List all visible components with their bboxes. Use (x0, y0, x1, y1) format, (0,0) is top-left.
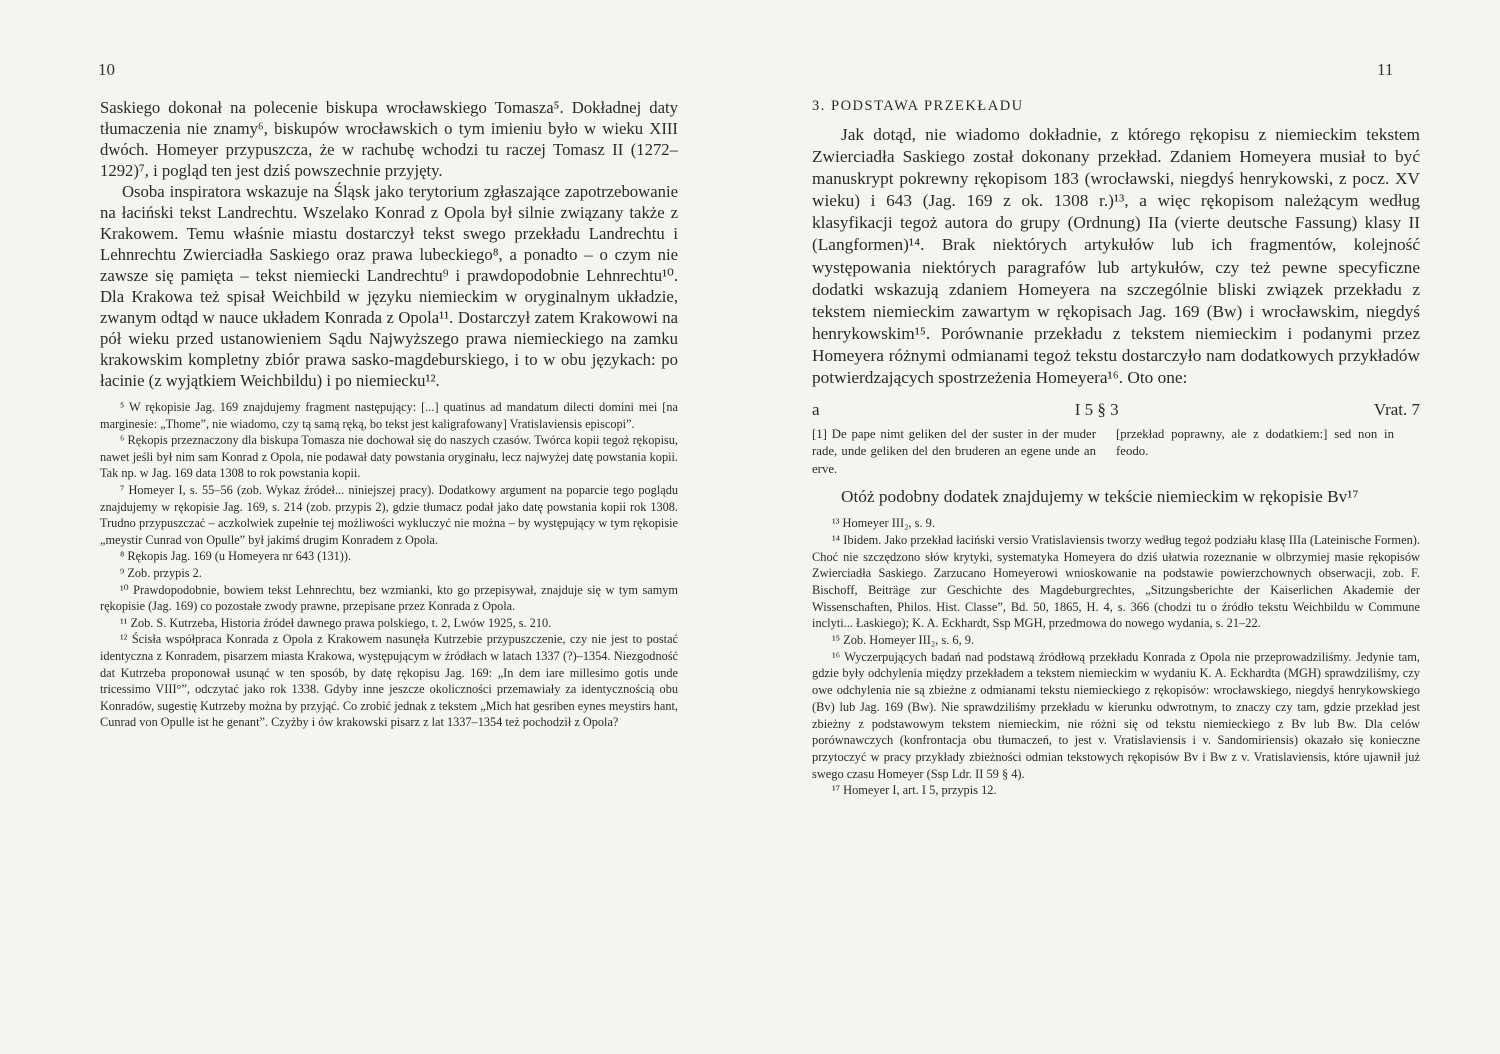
german-text: [1] De pape nimt geliken del der suster in der muder rade, unde geliken del den bruderen an egene unde an erve. (812, 427, 1096, 476)
footnote: ¹⁵ Zob. Homeyer III₂, s. 6, 9. (832, 633, 975, 648)
page-number: 11 (1377, 60, 1394, 79)
footnote: ⁹ Zob. przypis 2. (120, 565, 202, 580)
left-column (100, 97, 678, 731)
page-number: 10 (98, 60, 115, 79)
comparison-source: Vrat. 7 (1373, 400, 1420, 420)
right-page (750, 0, 1500, 1054)
comparison-header (812, 399, 1420, 421)
footnote: ¹³ Homeyer III₂, s. 9. (832, 516, 935, 531)
footnote: ⁶ Rękopis przeznaczony dla biskupa Tomasza nie dochował się do naszych czasów. Twórca kopii tegoż rękopisu, nawet jeśli był nim sam Konrad z Opola, nie podawał daty powstania oryginału, lecz najwyżej datę powstania kopii. Tak np. w Jag. 169 data 1308 to rok powstania kopii. (100, 433, 678, 481)
comparison-text (812, 426, 1420, 478)
paragraph: Osoba inspiratora wskazuje na Śląsk jako terytorium zgłaszające zapotrzebowanie na łaciński tekst Landrechtu. Wszelako Konrad z Opola był silnie związany także z Krakowem. Temu właśnie miastu dostarczył tekst swego przekładu Landrechtu i Lehnrechtu Zwierciadła Saskiego oraz prawa lubeckiego⁸, a ponadto – o czym nie zawsze się pamięta – tekst niemiecki Landrechtu⁹ i prawdopodobnie Lehnrechtu¹⁰. Dla Krakowa też spisał Weichbild w języku niemieckim w oryginalnym układzie, zwanym odtąd w nauce układem Konrada z Opola¹¹. Dostarczył zatem Krakowowi na pół wieku przed ustanowieniem Sądu Najwyższego prawa niemieckiego na zamku krakowskim kompletny zbiór prawa sasko-magdeburskiego, i to w obu językach: po łacinie (z wyjątkiem Weichbildu) i po niemiecku¹². (100, 182, 678, 390)
footnote: ¹⁴ Ibidem. Jako przekład łaciński versio Vratislaviensis tworzy według tegoż podziału klasę IIIa (Lateinische Formen). Choć nie szczędzono słów krytyki, systematyka Homeyera do dziś ułatwia rozeznanie w olbrzymiej masie rękopisów Zwierciadła Saskiego. Zarzucano Homeyerowi wnioskowanie na podstawie powierzchownych obserwacji, zob. F. Bischoff, Beiträge zur Geschichte des Magdeburgrechtes, „Sitzungsberichte der Kaiserlichen Akademie der Wissenschaften, Philos. Hist. Classe”, Bd. 50, 1865, H. 4, s. 366 (chodzi tu o źródło tekstu Weichbildu w Commune inclyti... Łaskiego); K. A. Eckhardt, Ssp MGH, przedmowa do nowego wydania, s. 21–22. (812, 532, 1420, 631)
footnote: ⁵ W rękopisie Jag. 169 znajdujemy fragment następujący: [...] quatinus ad mandatum dilecti domini mei [na marginesie: „Thome”, nie wiadomo, czy tą samą ręką, bo tekst jest kaligrafowany] Vratislaviensis episcopi”. (100, 400, 678, 431)
body-text (812, 124, 1420, 389)
paragraph: Otóż podobny dodatek znajdujemy w tekście niemieckim w rękopisie Bv¹⁷ (841, 487, 1359, 507)
latin-note: [przekład poprawny, ale z dodatkiem:] sed non in feodo. (1116, 427, 1394, 459)
section-heading: 3. PODSTAWA PRZEKŁADU (812, 98, 1024, 114)
footnote: ¹¹ Zob. S. Kutrzeba, Historia źródeł dawnego prawa polskiego, t. 2, Lwów 1925, s. 210. (120, 615, 552, 630)
paragraph: Saskiego dokonał na polecenie biskupa wrocławskiego Tomasza⁵. Dokładnej daty tłumaczenia nie znamy⁶, biskupów wrocławskich o tym imieniu było w wieku XIII dwóch. Homeyer przypuszcza, że w rachubę wchodzi tu raczej Tomasz II (1272–1292)⁷, i pogląd ten jest dziś powszechnie przyjęty. (100, 98, 678, 180)
footnote: ¹⁷ Homeyer I, art. I 5, przypis 12. (832, 783, 997, 798)
footnote: ¹⁰ Prawdopodobnie, bowiem tekst Lehnrechtu, bez wzmianki, kto go przepisywał, znajduje się w tym samym rękopisie (Jag. 169) co pozostałe zwody prawne, przepisane przez Konrada z Opola. (100, 582, 678, 614)
footnote: ⁸ Rękopis Jag. 169 (u Homeyera nr 643 (131)). (120, 549, 352, 564)
footnotes (100, 399, 678, 731)
body-text (100, 97, 678, 391)
comparison-label: a (812, 400, 820, 420)
footnote: ¹² Ścisła współpraca Konrada z Opola z Krakowem nasunęła Kutrzebie przypuszczenie, czy nie jest to postać identyczna z Konradem, pisarzem miasta Krakowa, występującym w źródłach w latach 1337 (?)–1354. Niezgodność dat Kutrzeba proponował usunąć w ten sposób, by datę rękopisu Jag. 169: „In dem iare millesimo gotis unde tricessimo VIII°”, odczytać jako rok 1338. Gdyby inne jeszcze okoliczności przemawiały za identycznością obu Konradów, sugestię Kutrzeby można by przyjąć. Co zrobić jednak z tekstem „Mich hat gesriben eynes meystirs hant, Cunrad von Opulle ist he genant”. Czyżby i ów krakowski pisarz z lat 1337–1354 też pochodził z Opola? (100, 632, 678, 730)
paragraph: Jak dotąd, nie wiadomo dokładnie, z którego rękopisu z niemieckim tekstem Zwierciadła Saskiego został dokonany przekład. Zdaniem Homeyera musiał to być manuskrypt pokrewny rękopisom 183 (wrocławski, niegdyś henrykowski, z pocz. XV wieku) i 643 (Jag. 169 z ok. 1308 r.)¹³, a więc rękopisom należącym według klasyfikacji tegoż autora do grupy (Ordnung) IIa (vierte deutsche Fassung) klasy II (Langformen)¹⁴. Brak niektórych artykułów lub ich fragmentów, kolejność występowania niektórych paragrafów lub artykułów, czy też pewne specyficzne dodatki wskazują zdaniem Homeyera na szczególnie bliski związek przekładu z tekstem niemieckim zawartym w rękopisach Jag. 169 (Bw) i wrocławskim, niegdyś henrykowskim¹⁵. Porównanie przekładu z tekstem niemieckim i podanymi przez Homeyera różnymi odmianami tegoż tekstu dostarczyło nam dodatkowych przykładów potwierdzających spostrzeżenia Homeyera¹⁶. Oto one: (812, 125, 1420, 388)
comparison-article: I 5 § 3 (1074, 400, 1119, 420)
right-column (812, 98, 1420, 799)
footnotes (812, 515, 1420, 799)
footnote: ⁷ Homeyer I, s. 55–56 (zob. Wykaz źródeł... niniejszej pracy). Dodatkowy argument na poparcie tego poglądu znajdujemy w rękopisie Jag. 169, s. 214 (zob. przypis 2), gdzie tłumacz podał jako datę powstania kopii rok 1308. Trudno przypuszczać – aczkolwiek zupełnie tej możliwości wykluczyć nie można – by występujący w tym rękopisie „meystir Cunrad von Opulle” był jakimś drugim Konradem z Opola. (100, 482, 678, 547)
footnote: ¹⁶ Wyczerpujących badań nad podstawą źródłową przekładu Konrada z Opola nie przeprowadziliśmy. Jedynie tam, gdzie były odchylenia między przekładem a tekstem niemieckim w wydaniu K. A. Eckhardta (MGH) sprawdziliśmy, czy owe odchylenia nie są zbieżne z odmianami tekstu niemieckiego z rękopisów: wrocławskiego, niegdyś henrykowskiego (Bv) lub Jag. 169 (Bw). Nie sprawdziliśmy przekładu w kierunku odwrotnym, to znaczy czy tam, gdzie przekład jest zbieżny z podstawowym tekstem niemieckim, nie różni się od tekstu niemieckiego z Bv lub Bw. Dla celów porównawczych (konfrontacja obu tłumaczeń, to jest v. Vratislaviensis i v. Sandomiriensis) okazało się konieczne przytoczyć w pracy przykłady zbieżności odmian tekstowych rękopisów Bv i Bw z v. Vratislaviensis, które ujawnił już swego czasu Homeyer (Ssp Ldr. II 59 § 4). (812, 649, 1420, 781)
